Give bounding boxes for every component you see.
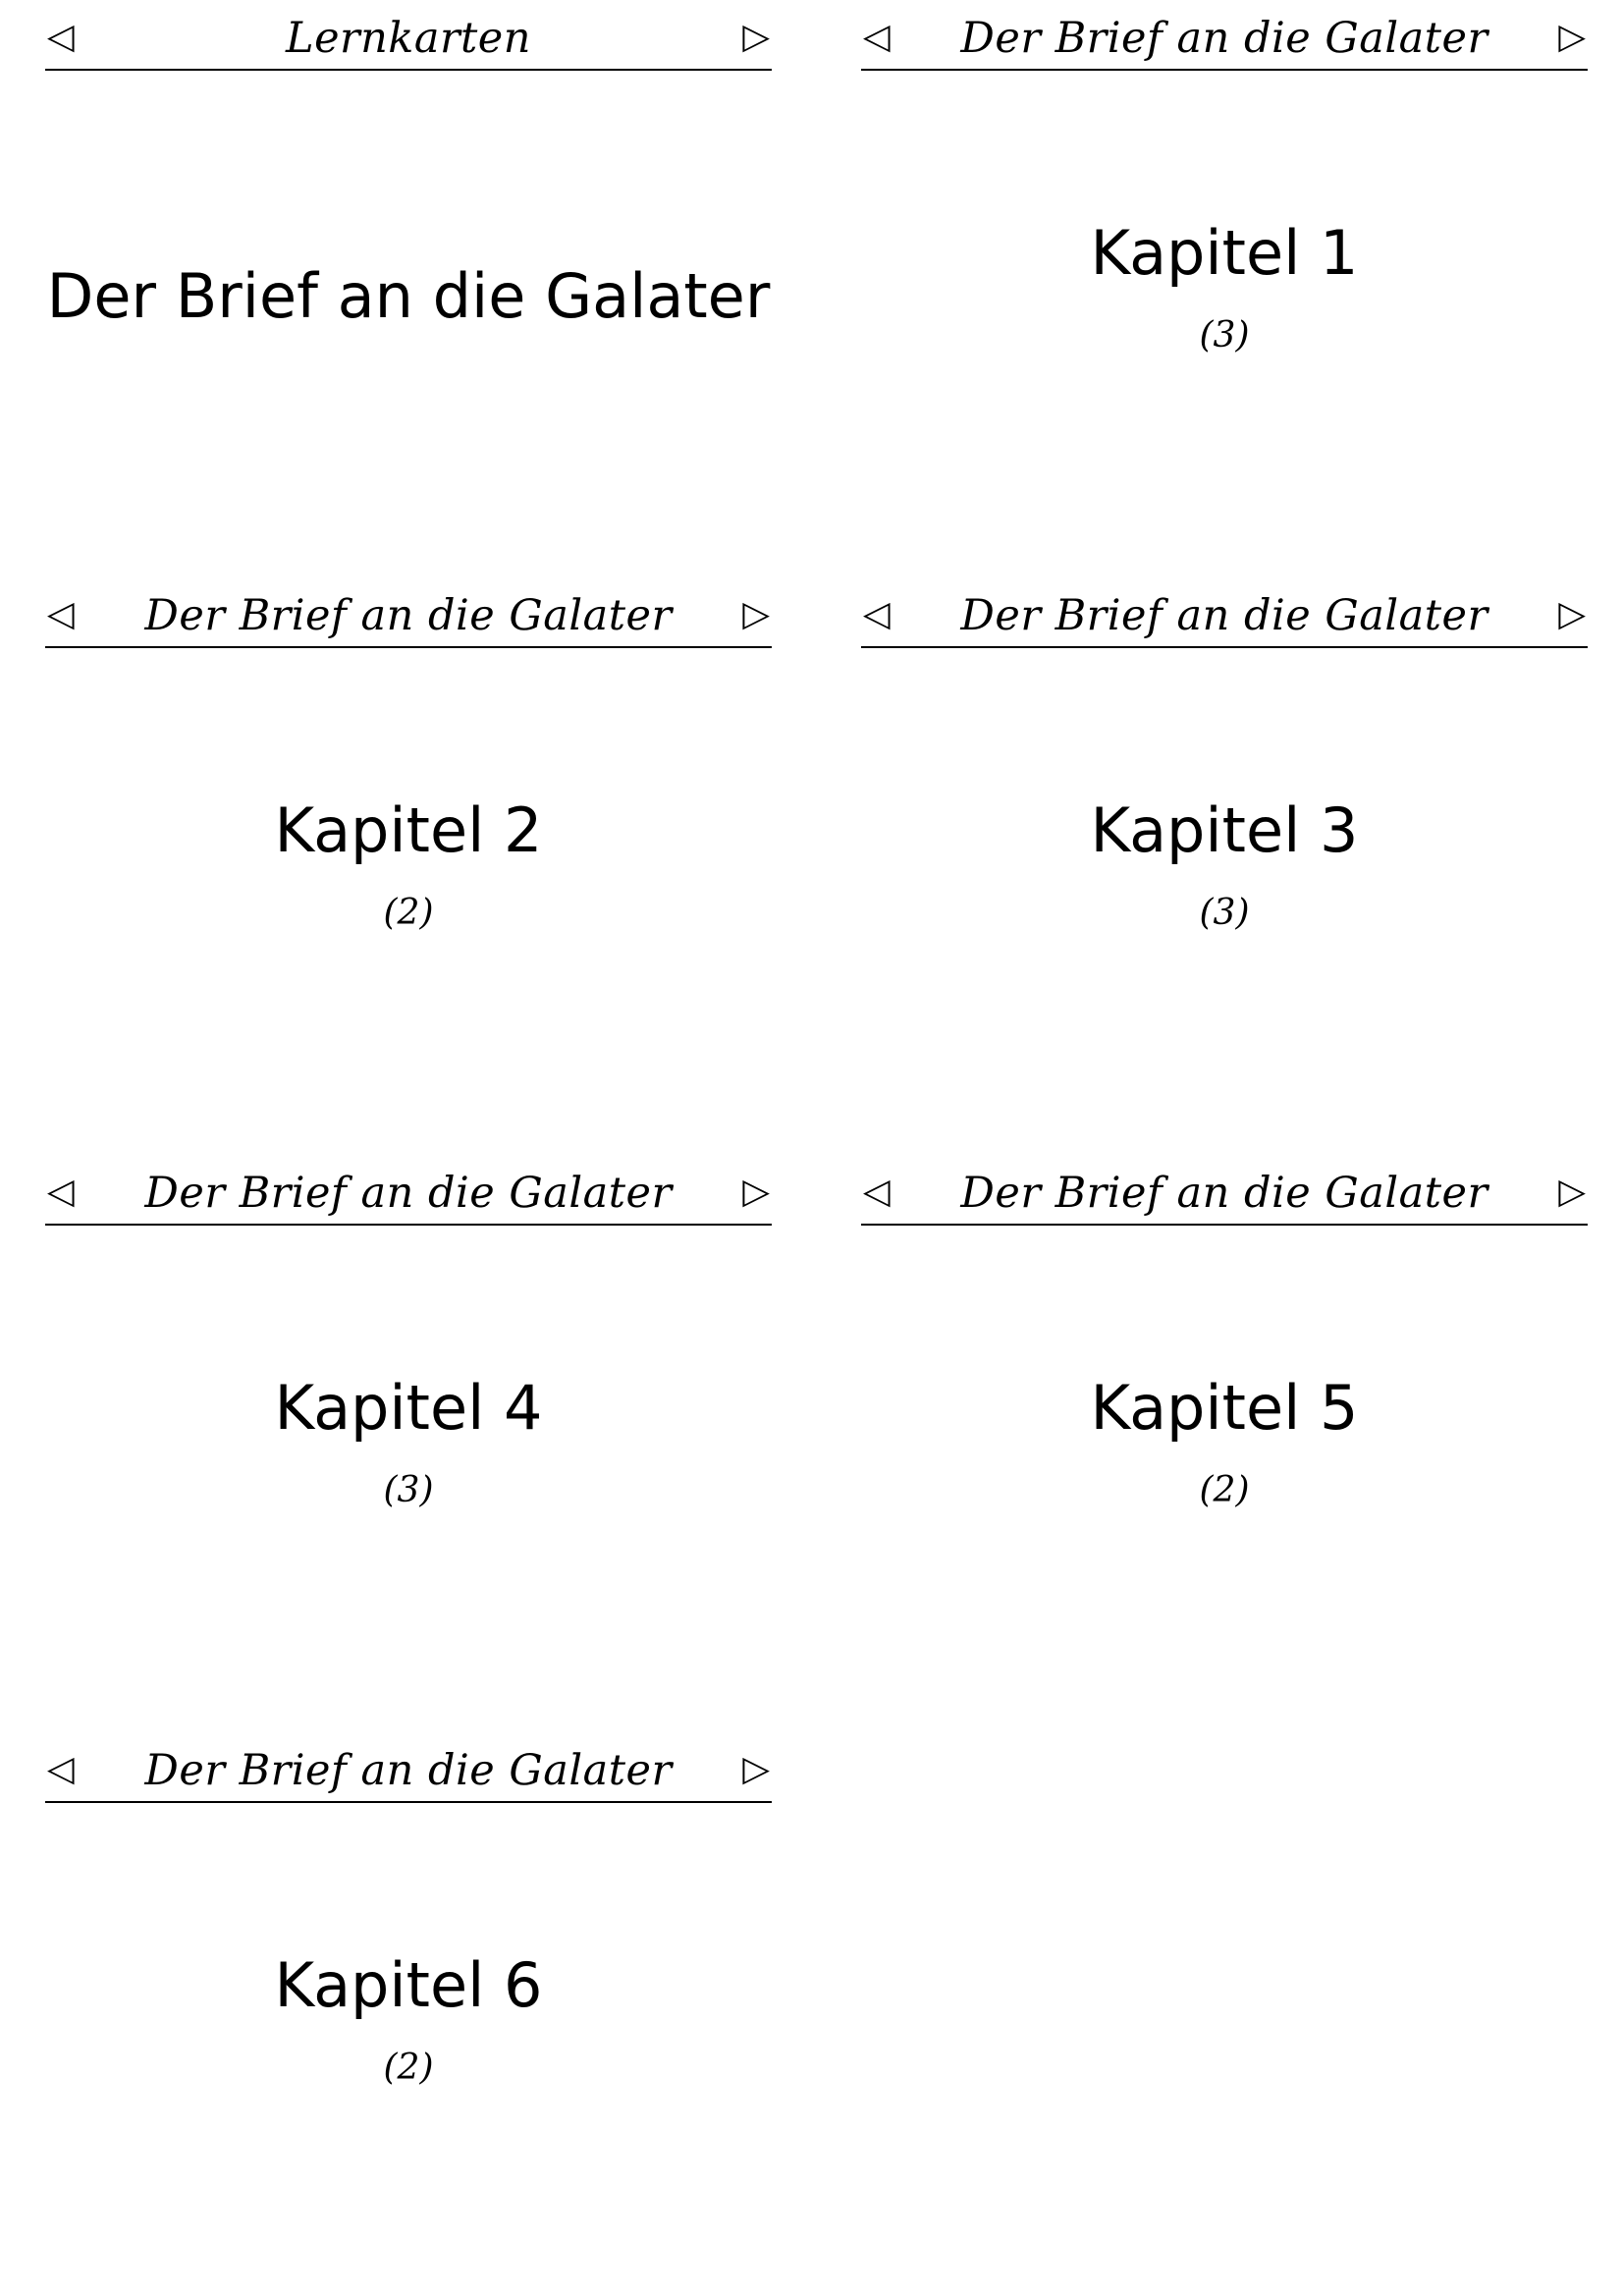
- card-header: [861, 591, 1588, 648]
- next-arrow-icon[interactable]: ▷: [742, 17, 770, 57]
- card-count: (2): [1199, 1470, 1250, 1510]
- card-header-title: Der Brief an die Galater: [144, 1746, 673, 1795]
- card-header-title: Der Brief an die Galater: [144, 591, 673, 640]
- prev-arrow-icon[interactable]: ◁: [863, 1172, 891, 1212]
- next-arrow-icon[interactable]: ▷: [1558, 1172, 1586, 1212]
- card-title: Kapitel 5: [1090, 1372, 1359, 1444]
- card-title: Kapitel 2: [274, 794, 543, 866]
- flashcard-kapitel-2: [45, 577, 772, 1108]
- prev-arrow-icon[interactable]: ◁: [47, 594, 75, 634]
- prev-arrow-icon[interactable]: ◁: [47, 1749, 75, 1789]
- card-header: [861, 14, 1588, 71]
- next-arrow-icon[interactable]: ▷: [1558, 594, 1586, 634]
- card-header-title: Lernkarten: [286, 14, 531, 63]
- card-header: [45, 1169, 772, 1226]
- card-count: (3): [383, 1470, 434, 1510]
- flashcard-kapitel-4: [45, 1155, 772, 1685]
- card-header-title: Der Brief an die Galater: [144, 1169, 673, 1218]
- card-header: [45, 14, 772, 71]
- card-title: Kapitel 1: [1090, 217, 1359, 289]
- next-arrow-icon[interactable]: ▷: [742, 594, 770, 634]
- card-count: (2): [383, 2048, 434, 2088]
- card-header: [45, 1746, 772, 1803]
- flashcard-kapitel-5: [861, 1155, 1588, 1685]
- card-header-title: Der Brief an die Galater: [960, 14, 1488, 63]
- card-title: Kapitel 6: [274, 1949, 543, 2021]
- card-count: (3): [1199, 315, 1250, 355]
- card-header-title: Der Brief an die Galater: [960, 591, 1488, 640]
- card-title: Kapitel 4: [274, 1372, 543, 1444]
- next-arrow-icon[interactable]: ▷: [742, 1749, 770, 1789]
- card-title: Kapitel 3: [1090, 794, 1359, 866]
- prev-arrow-icon[interactable]: ◁: [47, 1172, 75, 1212]
- flashcard-kapitel-1: [861, 0, 1588, 530]
- flashcard-kapitel-6: [45, 1732, 772, 2263]
- prev-arrow-icon[interactable]: ◁: [47, 17, 75, 57]
- card-title: Der Brief an die Galater: [46, 260, 771, 332]
- card-header: [45, 591, 772, 648]
- card-header: [861, 1169, 1588, 1226]
- next-arrow-icon[interactable]: ▷: [742, 1172, 770, 1212]
- card-header-title: Der Brief an die Galater: [960, 1169, 1488, 1218]
- card-count: (2): [383, 893, 434, 933]
- card-count: (3): [1199, 893, 1250, 933]
- prev-arrow-icon[interactable]: ◁: [863, 17, 891, 57]
- prev-arrow-icon[interactable]: ◁: [863, 594, 891, 634]
- next-arrow-icon[interactable]: ▷: [1558, 17, 1586, 57]
- flashcard-title: [45, 0, 772, 530]
- flashcard-kapitel-3: [861, 577, 1588, 1108]
